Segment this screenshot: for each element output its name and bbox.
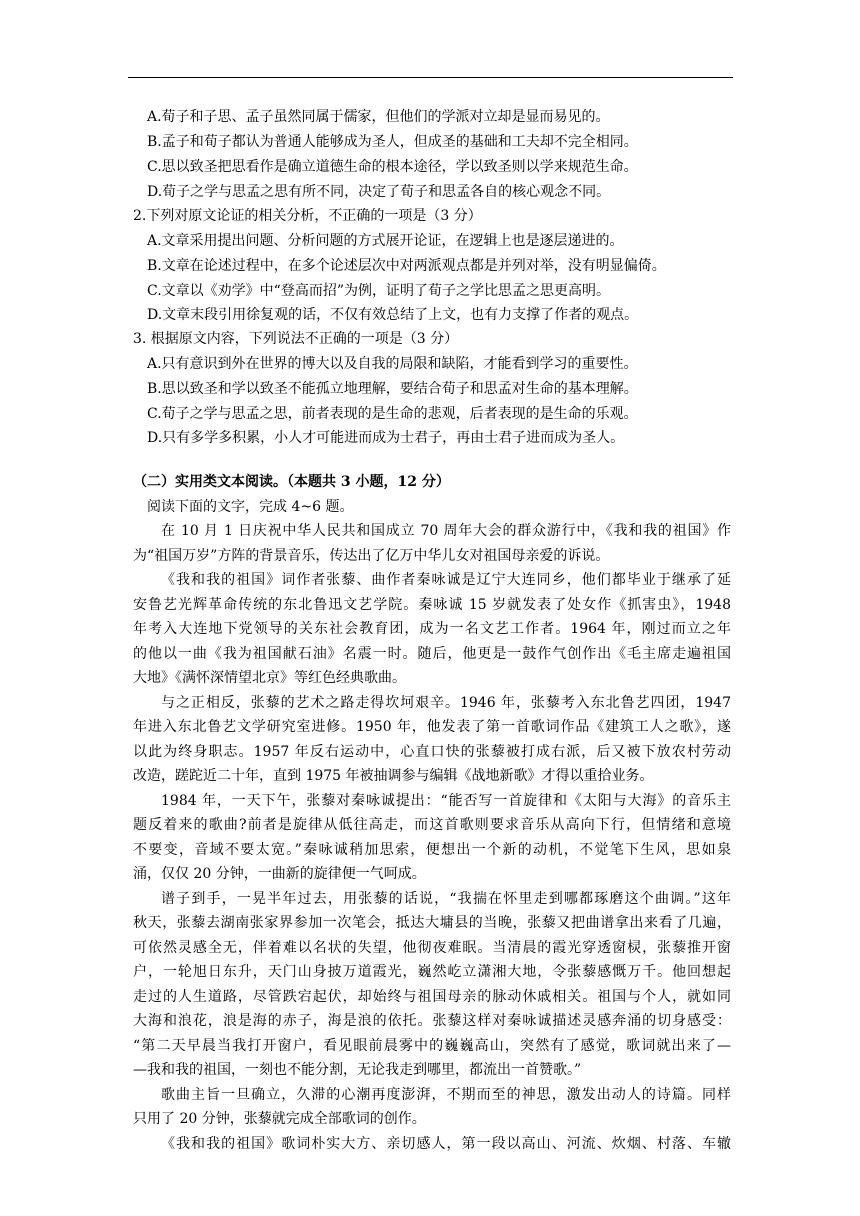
article-line: 秋天，张藜去湖南张家界参加一次笔会，抵达大墉县的当晚，张藜又把曲谱拿出来看了几遍， xyxy=(133,915,731,931)
q1-option-c: C.思以致圣把思看作是确立道德生命的根本途径，学以致圣则以学来规范生命。 xyxy=(147,159,638,175)
q1-option-d: D.荀子之学与思孟之思有所不同，决定了荀子和思孟各自的核心观念不同。 xyxy=(147,184,611,200)
article-line: 大地》《满怀深情望北京》等红色经典歌曲。 xyxy=(133,670,406,686)
article-line: 以此为终身职志。1957 年反右运动中，心直口快的张藜被打成右派，后又被下放农村劳动 xyxy=(133,744,731,760)
article-line: 与之正相反，张藜的艺术之路走得坎坷艰辛。1946 年，张藜考入东北鲁艺四团，1947 xyxy=(161,695,731,711)
article-line: 涌，仅仅 20 分钟，一曲新的旋律便一气呵成。 xyxy=(133,866,426,882)
article-line: “第二天早晨当我打开窗户，看见眼前晨雾中的巍巍高山，突然有了感觉，歌词就出来了— xyxy=(133,1038,731,1054)
q3-option-a: A.只有意识到外在世界的博大以及自我的局限和缺陷，才能看到学习的重要性。 xyxy=(147,356,638,372)
q1-option-b: B.孟子和荀子都认为普通人能够成为圣人，但成圣的基础和工夫却不完全相同。 xyxy=(147,134,638,150)
article-line: 只用了 20 分钟，张藜就完成全部歌词的创作。 xyxy=(133,1111,426,1127)
article-line: —我和我的祖国，一刻也不能分割，无论我走到哪里，都流出一首赞歌。” xyxy=(133,1062,582,1078)
article-line: 1984 年，一天下午，张藜对秦咏诚提出：“能否写一首旋律和《太阳与大海》的音乐主 xyxy=(161,793,731,809)
q3-option-b: B.思以致圣和学以致圣不能孤立地理解，要结合荀子和思孟对生命的基本理解。 xyxy=(147,381,638,397)
header-rule xyxy=(128,77,733,78)
article-line: 大海和浪花，浪是海的赤子，海是浪的依托。张藜这样对秦咏诚描述灵感奔涌的切身感受： xyxy=(133,1013,731,1029)
article-line: 题反着来的歌曲?前者是旋律从低往高走，而这首歌则要求音乐从高向下行，但情绪和意境 xyxy=(133,817,731,833)
article-line: 年进入东北鲁艺文学研究室进修。1950 年，他发表了第一首歌词作品《建筑工人之歌》，遂 xyxy=(133,719,731,735)
article-line: 户，一轮旭日东升，天门山身披万道霞光，巍然屹立潇湘大地，令张藜感慨万千。他回想起 xyxy=(133,964,731,980)
q2-option-d: D.文章末段引用徐复观的话，不仅有效总结了上文，也有力支撑了作者的观点。 xyxy=(147,307,639,323)
q2-option-b: B.文章在论述过程中，在多个论述层次中对两派观点都是并列对举，没有明显偏倚。 xyxy=(147,258,666,274)
article-line: 《我和我的祖国》歌词朴实大方、亲切感人，第一段以高山、河流、炊烟、村落、车辙 xyxy=(161,1136,731,1152)
article-line: 歌曲主旨一旦确立，久滞的心潮再度澎湃，不期而至的神思，激发出动人的诗篇。同样 xyxy=(161,1087,731,1103)
article-line: 可依然灵感全无，伴着难以名状的失望，他彻夜难眠。当清晨的霞光穿透窗棂，张藜推开窗 xyxy=(133,940,731,956)
article-line: 谱子到手，一晃半年过去，用张藜的话说，“我揣在怀里走到哪都琢磨这个曲调。”这年 xyxy=(161,891,731,907)
q3-stem: 3. 根据原文内容，下列说法不正确的一项是（3 分） xyxy=(133,331,459,347)
article-line: 不要变，音域不要太宽。”秦咏诚稍加思索，便想出一个新的动机，不觉笔下生风，思如泉 xyxy=(133,842,731,858)
q1-option-a: A.荀子和子思、孟子虽然同属于儒家，但他们的学派对立却是显而易见的。 xyxy=(147,109,610,125)
article-line: 走过的人生道路，尽管跌宕起伏，却始终与祖国母亲的脉动休戚相关。祖国与个人，就如同 xyxy=(133,989,731,1005)
q2-option-c: C.文章以《劝学》中“登高而招”为例，证明了荀子之学比思孟之思更高明。 xyxy=(147,283,610,299)
section-heading: （二）实用类文本阅读。（本题共 3 小题，12 分） xyxy=(133,474,450,490)
q3-option-c: C.荀子之学与思孟之思，前者表现的是生命的悲观，后者表现的是生命的乐观。 xyxy=(147,406,638,422)
article-line: 在 10 月 1 日庆祝中华人民共和国成立 70 周年大会的群众游行中，《我和我的祖国》作 xyxy=(161,523,731,539)
q2-stem: 2.下列对原文论证的相关分析，不正确的一项是（3 分） xyxy=(133,208,482,224)
q3-option-d: D.只有多学多积累，小人才可能进而成为士君子，再由士君子进而成为圣人。 xyxy=(147,430,625,446)
article-line: 为“祖国万岁”方阵的背景音乐，传达出了亿万中华儿女对祖国母亲爱的诉说。 xyxy=(133,548,610,564)
q2-option-a: A.文章采用提出问题、分析问题的方式展开论证，在逻辑上也是逐层递进的。 xyxy=(147,233,624,249)
section-instruction: 阅读下面的文字，完成 4~6 题。 xyxy=(147,499,354,515)
article-line: 年考入大连地下党领导的关东社会教育团，成为一名文艺工作者。1964 年，刚过而立之年 xyxy=(133,621,731,637)
article-line: 的他以一曲《我为祖国献石油》名震一时。随后，他更是一鼓作气创作出《毛主席走遍祖国 xyxy=(133,646,731,662)
article-line: 改造，蹉跎近二十年，直到 1975 年被抽调参与编辑《战地新歌》才得以重拾业务。 xyxy=(133,768,654,784)
article-line: 《我和我的祖国》词作者张藜、曲作者秦咏诚是辽宁大连同乡，他们都毕业于继承了延 xyxy=(161,572,731,588)
article-line: 安鲁艺光辉革命传统的东北鲁迅文艺学院。秦咏诚 15 岁就发表了处女作《抓害虫》，1948 xyxy=(133,597,731,613)
